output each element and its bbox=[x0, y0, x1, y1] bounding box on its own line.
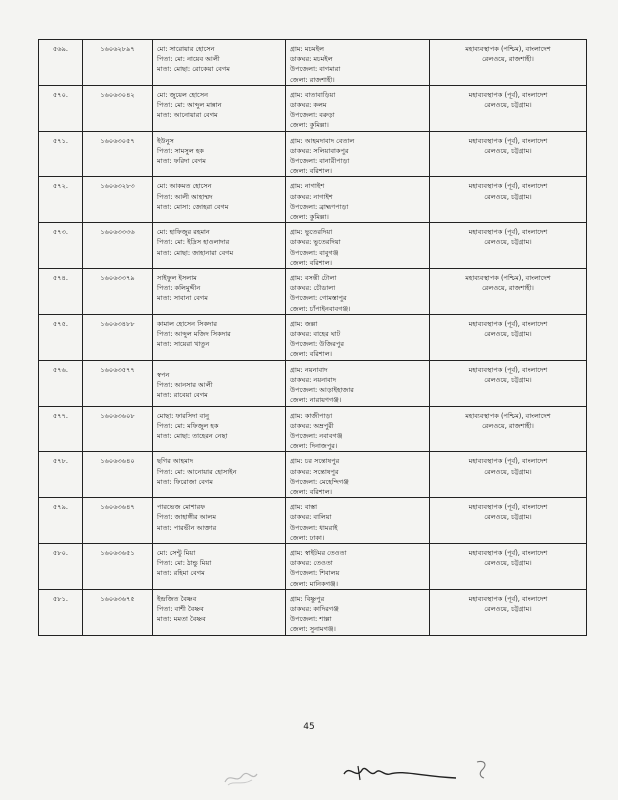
posting-line: রেলওয়ে, চট্টগ্রাম। bbox=[484, 238, 532, 247]
address-line: গ্রাম: নয়নাবাদ bbox=[290, 365, 328, 374]
candidate-name: মো: আকমত হোসেন bbox=[157, 182, 212, 191]
mother-name: মাতা: মোছা: তাহেরন নেছা bbox=[157, 431, 228, 440]
candidate-cell bbox=[153, 498, 286, 544]
address-line: ডাকঘর: কাদিরগঞ্জ bbox=[290, 604, 339, 613]
father-name: পিতা: বাশী বৈষ্ণব bbox=[157, 604, 204, 613]
address-line: গ্রাম: বিষ্ণুপুর bbox=[290, 594, 325, 603]
posting-line: মহাব্যবস্থাপক (পশ্চিম), বাংলাদেশ bbox=[465, 45, 551, 53]
serial-number: ৫৭১. bbox=[53, 136, 68, 145]
serial-number: ৫৭০. bbox=[53, 90, 68, 99]
roll-cell bbox=[83, 314, 153, 360]
father-name: পিতা: কলিমুদ্দীন bbox=[157, 284, 201, 293]
posting-line: মহাব্যবস্থাপক (পূর্ব), বাংলাদেশ bbox=[468, 594, 548, 603]
posting-line: মহাব্যবস্থাপক (পূর্ব), বাংলাদেশ bbox=[468, 319, 548, 328]
address-line: গ্রাম: বসন্তী টোলা bbox=[290, 274, 337, 283]
address-line: গ্রাম: মচমইল bbox=[290, 45, 325, 53]
address-cell bbox=[286, 177, 430, 223]
address-line: জেলা: বরিশাল। bbox=[290, 258, 332, 267]
posting-line: রেলওয়ে, রাজশাহী। bbox=[482, 421, 534, 430]
roll-cell bbox=[83, 589, 153, 635]
candidate-name: কামাল হোসেন সিকদার bbox=[157, 319, 218, 328]
mother-name: মাতা: সাবানা বেগম bbox=[157, 294, 208, 303]
father-name: পিতা: মো: ঠান্ডু মিয়া bbox=[157, 559, 212, 568]
address-line: জেলা: ঢাকা। bbox=[290, 533, 325, 542]
candidate-name: ছগির আহমাদ bbox=[157, 457, 194, 466]
address-line: জেলা: নারায়ণগঞ্জ। bbox=[290, 396, 342, 405]
candidate-cell bbox=[153, 177, 286, 223]
posting-line: রেলওয়ে, চট্টগ্রাম। bbox=[484, 330, 532, 339]
roll-cell bbox=[83, 498, 153, 544]
table-row bbox=[39, 131, 587, 177]
address-line: গ্রাম: ভুতেরদিয়া bbox=[290, 228, 333, 237]
address-line: ডাকঘর: ভুতেরদিয়া bbox=[290, 238, 341, 247]
posting-cell bbox=[430, 406, 587, 452]
posting-cell bbox=[430, 269, 587, 315]
address-line: গ্রাম: বাস্তা bbox=[290, 503, 318, 512]
roll-number: ১৬০৬৩২৮৩ bbox=[100, 182, 135, 191]
address-line: উপজেলা: শাল্লা bbox=[290, 615, 332, 624]
candidate-name: স্বপন bbox=[157, 370, 170, 379]
table-row bbox=[39, 406, 587, 452]
address-line: উপজেলা: মেহেন্দিগঞ্জ bbox=[290, 477, 349, 486]
address-line: গ্রাম: কাজীপাড়া bbox=[290, 411, 333, 420]
candidate-cell bbox=[153, 314, 286, 360]
address-line: জেলা: সুনামগঞ্জ। bbox=[290, 625, 336, 634]
mother-name: মাতা: মমতা বৈষ্ণব bbox=[157, 615, 206, 624]
roll-cell bbox=[83, 223, 153, 269]
address-cell bbox=[286, 589, 430, 635]
table-row bbox=[39, 314, 587, 360]
father-name: পিতা: মো: আব্দুল মান্নান bbox=[157, 101, 222, 110]
posting-line: মহাব্যবস্থাপক (পূর্ব), বাংলাদেশ bbox=[468, 228, 548, 237]
serial-cell bbox=[39, 85, 83, 131]
table-row bbox=[39, 223, 587, 269]
address-line: ডাকঘর: সলিয়াবাকপুর bbox=[290, 146, 349, 155]
candidate-cell bbox=[153, 406, 286, 452]
candidate-name: পারভেজ মোশারফ bbox=[157, 503, 206, 512]
posting-line: মহাব্যবস্থাপক (পূর্ব), বাংলাদেশ bbox=[468, 457, 548, 466]
address-line: উপজেলা: বরুড়া bbox=[290, 111, 335, 120]
posting-cell bbox=[430, 177, 587, 223]
posting-line: মহাব্যবস্থাপক (পূর্ব), বাংলাদেশ bbox=[468, 90, 548, 99]
father-name: পিতা: আনসার আলী bbox=[157, 380, 213, 389]
father-name: পিতা: মো: মফিজুল হক bbox=[157, 421, 219, 430]
mother-name: মাতা: রহিমা বেগম bbox=[157, 569, 205, 578]
candidate-cell bbox=[153, 269, 286, 315]
posting-line: মহাব্যবস্থাপক (পূর্ব), বাংলাদেশ bbox=[468, 548, 548, 557]
candidate-name: মোছা: ফারসিদা বানু bbox=[157, 411, 210, 420]
posting-line: রেলওয়ে, চট্টগ্রাম। bbox=[484, 467, 532, 476]
address-line: জেলা: কুমিল্লা। bbox=[290, 121, 329, 130]
posting-line: মহাব্যবস্থাপক (পূর্ব), বাংলাদেশ bbox=[468, 365, 548, 374]
address-cell bbox=[286, 269, 430, 315]
roll-number: ১৬০৬৩৩৭৯ bbox=[100, 274, 135, 283]
signature bbox=[340, 762, 460, 784]
address-line: জেলা: চাঁপাইনবাবগঞ্জ। bbox=[290, 304, 351, 313]
address-line: গ্রাম: চর সন্তোষপুর bbox=[290, 457, 340, 466]
table-row bbox=[39, 269, 587, 315]
serial-cell bbox=[39, 177, 83, 223]
address-line: উপজেলা: উজিরপুর bbox=[290, 340, 344, 349]
posting-line: রেলওয়ে, রাজশাহী। bbox=[482, 284, 534, 293]
father-name: পিতা: মো: আনোয়ার হোসাইন bbox=[157, 467, 237, 476]
address-line: ডাকঘর: অম্রপুরী bbox=[290, 421, 334, 430]
roll-number: ১৬০৬৩৫৭৭ bbox=[100, 365, 135, 374]
address-line: উপজেলা: শিবালয় bbox=[290, 569, 340, 578]
serial-cell bbox=[39, 314, 83, 360]
roll-cell bbox=[83, 269, 153, 315]
table-row bbox=[39, 589, 587, 635]
roll-cell bbox=[83, 177, 153, 223]
posting-line: মহাব্যবস্থাপক (পূর্ব), বাংলাদেশ bbox=[468, 503, 548, 512]
address-cell bbox=[286, 498, 430, 544]
serial-number: ৫৭২. bbox=[53, 182, 68, 191]
serial-number: ৫৭৯. bbox=[53, 503, 68, 512]
roll-number: ১৬০৬৩৪৮৮ bbox=[100, 319, 135, 328]
candidate-cell bbox=[153, 543, 286, 589]
handwritten-mark bbox=[474, 758, 490, 780]
address-cell bbox=[286, 543, 430, 589]
serial-number: ৫৭৩. bbox=[53, 228, 68, 237]
table-row bbox=[39, 177, 587, 223]
roll-number: ১৬০৬৩৩৩৬ bbox=[100, 228, 135, 237]
roll-number: ১৬০৬৩৬০৮ bbox=[100, 411, 135, 420]
candidate-name: মো: জুয়েল হোসেন bbox=[157, 90, 209, 99]
address-line: ডাকঘর: চৌডালা bbox=[290, 284, 336, 293]
candidate-cell bbox=[153, 40, 286, 86]
roll-cell bbox=[83, 406, 153, 452]
roll-cell bbox=[83, 452, 153, 498]
candidate-cell bbox=[153, 452, 286, 498]
address-line: উপজেলা: বাগমারা bbox=[290, 65, 341, 74]
serial-number: ৫৭৮. bbox=[53, 457, 68, 466]
serial-cell bbox=[39, 131, 83, 177]
serial-cell bbox=[39, 40, 83, 86]
father-name: পিতা: মো: ইদ্রিস হাওলাদার bbox=[157, 238, 230, 247]
faded-stamp-mark bbox=[222, 768, 260, 788]
mother-name: মাতা: সায়েরা খাতুন bbox=[157, 340, 210, 349]
address-line: ডাকঘর: সন্তোষপুর bbox=[290, 467, 339, 476]
roll-number: ১৬০৬৩০৪২ bbox=[100, 90, 135, 99]
address-line: উপজেলা: ব্রাহ্মণপাড়া bbox=[290, 202, 349, 211]
address-cell bbox=[286, 406, 430, 452]
father-name: পিতা: মো: নায়েব আলী bbox=[157, 55, 220, 64]
candidate-name: ইউনুস bbox=[157, 136, 174, 145]
serial-cell bbox=[39, 360, 83, 406]
address-line: উপজেলা: আড়াইহাজার bbox=[290, 386, 354, 395]
mother-name: মাতা: ফিরোজা বেগম bbox=[157, 477, 213, 486]
roll-number: ১৬০৬৩৬৪০ bbox=[100, 457, 135, 466]
address-cell bbox=[286, 131, 430, 177]
posting-cell bbox=[430, 85, 587, 131]
mother-name: মাতা: আনোয়ারা বেগম bbox=[157, 111, 218, 120]
address-line: ডাকঘর: বালিয়া bbox=[290, 513, 332, 522]
candidate-name: ইন্দ্রজিত বৈষ্ণব bbox=[157, 594, 197, 603]
address-line: উপজেলা: নবাবগঞ্জ bbox=[290, 431, 343, 440]
table-row bbox=[39, 360, 587, 406]
posting-cell bbox=[430, 360, 587, 406]
address-line: জেলা: বরিশাল। bbox=[290, 487, 332, 496]
address-line: ডাকঘর: বাহের ঘাট bbox=[290, 330, 341, 339]
address-line: জেলা: কুমিল্লা। bbox=[290, 213, 329, 222]
address-line: জেলা: বরিশাল। bbox=[290, 167, 332, 176]
address-line: গ্রাম: নাগাইশ bbox=[290, 182, 325, 191]
serial-number: ৫৭৪. bbox=[53, 274, 68, 283]
posting-line: রেলওয়ে, রাজশাহী। bbox=[482, 55, 534, 64]
address-line: উপজেলা: গোমস্তাপুর bbox=[290, 294, 347, 303]
candidate-cell bbox=[153, 360, 286, 406]
serial-number: ৫৭৬. bbox=[53, 365, 68, 374]
mother-name: মাতা: মোসা: জোহরা বেগম bbox=[157, 202, 229, 211]
candidate-cell bbox=[153, 85, 286, 131]
father-name: পিতা: আব্দুল মজিদ সিকদার bbox=[157, 330, 231, 339]
posting-cell bbox=[430, 223, 587, 269]
table-row bbox=[39, 85, 587, 131]
father-name: পিতা: জাহাঙ্গীর আলম bbox=[157, 513, 216, 522]
candidate-table bbox=[38, 39, 587, 636]
posting-line: রেলওয়ে, চট্টগ্রাম। bbox=[484, 375, 532, 384]
address-line: ডাকঘর: তেওতা bbox=[290, 559, 333, 568]
serial-cell bbox=[39, 543, 83, 589]
posting-line: রেলওয়ে, চট্টগ্রাম। bbox=[484, 513, 532, 522]
address-line: জেলা: রাজশাহী। bbox=[290, 75, 335, 84]
roll-number: ১৬০৬৩৬৪৭ bbox=[100, 503, 135, 512]
roll-cell bbox=[83, 543, 153, 589]
posting-line: রেলওয়ে, চট্টগ্রাম। bbox=[484, 101, 532, 110]
serial-cell bbox=[39, 589, 83, 635]
address-line: গ্রাম: জল্লা bbox=[290, 319, 318, 328]
address-cell bbox=[286, 223, 430, 269]
mother-name: মাতা: রাবেয়া বেগম bbox=[157, 391, 208, 400]
roll-cell bbox=[83, 85, 153, 131]
posting-cell bbox=[430, 314, 587, 360]
mother-name: মাতা: মোছা: জাহানারা বেগম bbox=[157, 248, 234, 257]
posting-line: রেলওয়ে, চট্টগ্রাম। bbox=[484, 192, 532, 201]
address-cell bbox=[286, 85, 430, 131]
address-line: উপজেলা: বানারীপাড়া bbox=[290, 157, 350, 166]
candidate-name: মো: সেন্টু মিয়া bbox=[157, 548, 196, 557]
posting-line: মহাব্যবস্থাপক (পশ্চিম), বাংলাদেশ bbox=[465, 274, 551, 283]
roll-cell bbox=[83, 131, 153, 177]
address-line: ডাকঘর: মচমইল bbox=[290, 55, 333, 64]
candidate-cell bbox=[153, 131, 286, 177]
table-row bbox=[39, 40, 587, 86]
serial-number: ৫৮০. bbox=[53, 548, 68, 557]
page-number: 45 bbox=[303, 722, 315, 732]
serial-number: ৫৮১. bbox=[53, 594, 68, 603]
posting-cell bbox=[430, 498, 587, 544]
serial-number: ৫৬৯. bbox=[53, 45, 68, 53]
father-name: পিতা: সামসুল হক bbox=[157, 146, 204, 155]
table-row bbox=[39, 452, 587, 498]
roll-cell bbox=[83, 360, 153, 406]
candidate-name: সাইফুল ইসলাম bbox=[157, 274, 197, 283]
candidate-cell bbox=[153, 589, 286, 635]
posting-cell bbox=[430, 543, 587, 589]
serial-cell bbox=[39, 269, 83, 315]
father-name: পিতা: আলী আহাম্মদ bbox=[157, 192, 213, 201]
posting-line: মহাব্যবস্থাপক (পূর্ব), বাংলাদেশ bbox=[468, 136, 548, 145]
address-line: ডাকঘর: কলম bbox=[290, 101, 327, 110]
posting-line: রেলওয়ে, চট্টগ্রাম। bbox=[484, 146, 532, 155]
roll-cell bbox=[83, 40, 153, 86]
roll-number: ১৬০৬৩৬৫১ bbox=[100, 548, 135, 557]
candidate-table-body bbox=[39, 40, 587, 636]
posting-cell bbox=[430, 40, 587, 86]
mother-name: মাতা: মোছা: রোকেয়া বেগম bbox=[157, 65, 230, 74]
roll-number: ১৬০৬২৮৯৭ bbox=[100, 45, 135, 53]
address-cell bbox=[286, 314, 430, 360]
posting-line: রেলওয়ে, চট্টগ্রাম। bbox=[484, 604, 532, 613]
address-line: জেলা: বরিশাল। bbox=[290, 350, 332, 359]
serial-cell bbox=[39, 406, 83, 452]
candidate-name: মো: সারোয়ার হোসেন bbox=[157, 45, 215, 53]
address-cell bbox=[286, 360, 430, 406]
serial-cell bbox=[39, 223, 83, 269]
posting-cell bbox=[430, 452, 587, 498]
serial-cell bbox=[39, 498, 83, 544]
address-line: উপজেলা: ধামরাই bbox=[290, 523, 338, 532]
address-line: গ্রাম: বাতাবাড়িয়া bbox=[290, 90, 336, 99]
posting-cell bbox=[430, 589, 587, 635]
posting-line: মহাব্যবস্থাপক (পশ্চিম), বাংলাদেশ bbox=[465, 411, 551, 420]
candidate-name: মো: হাফিজুর রহমান bbox=[157, 228, 210, 237]
roll-number: ১৬০৬৩৬৭৫ bbox=[100, 594, 135, 603]
table-row bbox=[39, 498, 587, 544]
posting-line: মহাব্যবস্থাপক (পূর্ব), বাংলাদেশ bbox=[468, 182, 548, 191]
address-line: ডাকঘর: নাগাইশ bbox=[290, 192, 333, 201]
address-line: জেলা: মানিকগঞ্জ। bbox=[290, 579, 339, 588]
address-cell bbox=[286, 452, 430, 498]
posting-line: রেলওয়ে, চট্টগ্রাম। bbox=[484, 559, 532, 568]
address-cell bbox=[286, 40, 430, 86]
address-line: গ্রাম: স্বাইটমর তেওতা bbox=[290, 548, 347, 557]
mother-name: মাতা: পারভীন আক্তার bbox=[157, 523, 217, 532]
serial-cell bbox=[39, 452, 83, 498]
mother-name: মাতা: ফরিদা বেগম bbox=[157, 157, 206, 166]
candidate-cell bbox=[153, 223, 286, 269]
address-line: জেলা: দিনাজপুর। bbox=[290, 442, 338, 451]
table-row bbox=[39, 543, 587, 589]
serial-number: ৫৭৭. bbox=[53, 411, 68, 420]
serial-number: ৫৭৫. bbox=[53, 319, 68, 328]
address-line: ডাকঘর: নয়নাবাদ bbox=[290, 375, 337, 384]
roll-number: ১৬০৬৩০৫৭ bbox=[100, 136, 135, 145]
address-line: উপজেলা: বাবুগঞ্জ bbox=[290, 248, 339, 257]
address-line: গ্রাম: আহমদাবাদ বেতাল bbox=[290, 136, 355, 145]
posting-cell bbox=[430, 131, 587, 177]
